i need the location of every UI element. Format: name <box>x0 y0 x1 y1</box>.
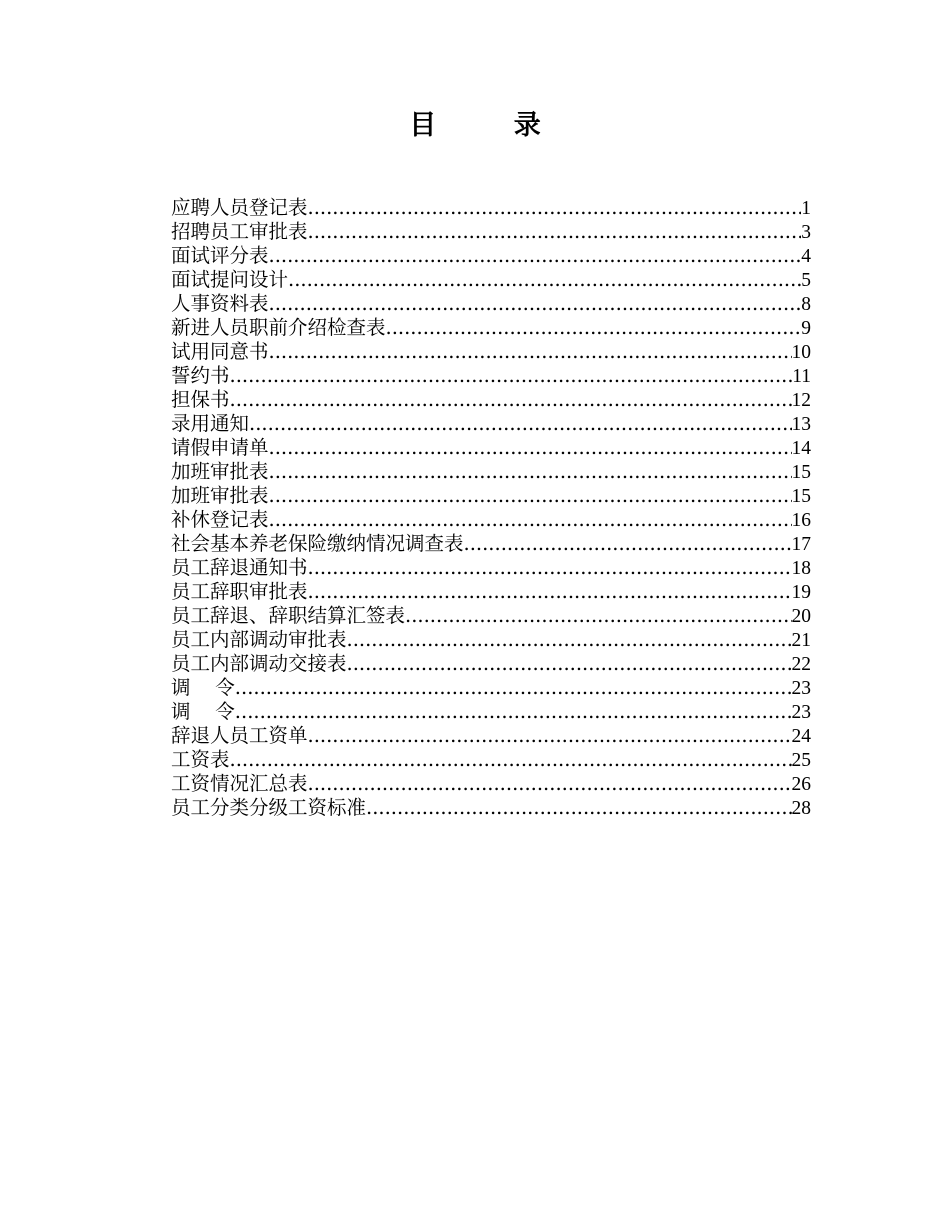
toc-entry-page-number: 21 <box>791 630 811 651</box>
toc-entry[interactable] <box>171 268 811 292</box>
toc-leader-dots <box>269 340 792 364</box>
toc-leader-dots <box>405 604 791 628</box>
toc-entry-label: 补休登记表 <box>171 508 269 531</box>
toc-entry-page-number: 3 <box>801 222 811 243</box>
toc-entry[interactable] <box>171 436 811 460</box>
toc-entry-page-number: 10 <box>791 342 811 363</box>
toc-entry-label: 人事资料表 <box>171 292 269 315</box>
toc-entry-label: 加班审批表 <box>171 484 269 507</box>
toc-entry-label: 员工辞退、辞职结算汇签表 <box>171 604 406 627</box>
toc-entry-label: 录用通知 <box>171 412 250 435</box>
toc-entry[interactable] <box>171 652 811 676</box>
toc-entry-page-number: 23 <box>791 678 811 699</box>
toc-entry-label: 工资情况汇总表 <box>171 772 308 795</box>
toc-entry[interactable] <box>171 292 811 316</box>
toc-entry-page-number: 15 <box>791 462 811 483</box>
toc-leader-dots <box>288 268 801 292</box>
toc-entry-page-number: 14 <box>791 438 811 459</box>
toc-leader-dots <box>269 484 792 508</box>
toc-entry[interactable] <box>171 244 811 268</box>
toc-leader-dots <box>249 412 791 436</box>
toc-entry-label: 工资表 <box>171 748 230 771</box>
toc-leader-dots <box>347 652 792 676</box>
toc-entry[interactable] <box>171 580 811 604</box>
toc-title: 目 录 <box>409 110 575 141</box>
toc-leader-dots <box>366 796 791 820</box>
toc-entry-page-number: 22 <box>791 654 811 675</box>
toc-entry[interactable] <box>171 628 811 652</box>
toc-entry[interactable] <box>171 388 811 412</box>
toc-leader-dots <box>386 316 802 340</box>
toc-entry-page-number: 26 <box>791 774 811 795</box>
toc-entry-page-number: 23 <box>791 702 811 723</box>
toc-leader-dots <box>235 700 792 724</box>
toc-list <box>171 196 811 820</box>
toc-entry-label: 面试评分表 <box>171 244 269 267</box>
toc-entry-page-number: 11 <box>792 366 811 387</box>
toc-entry-label: 员工内部调动审批表 <box>171 628 347 651</box>
toc-entry-label: 招聘员工审批表 <box>171 220 308 243</box>
toc-entry-label: 应聘人员登记表 <box>171 196 308 219</box>
toc-entry[interactable] <box>171 676 811 700</box>
toc-entry-page-number: 13 <box>791 414 811 435</box>
toc-entry[interactable] <box>171 724 811 748</box>
toc-entry-label: 辞退人员工资单 <box>171 724 308 747</box>
toc-entry-page-number: 17 <box>791 534 811 555</box>
toc-entry-label: 调 令 <box>171 700 235 723</box>
toc-entry-label: 面试提问设计 <box>171 268 289 291</box>
toc-entry-page-number: 24 <box>791 726 811 747</box>
toc-entry[interactable] <box>171 412 811 436</box>
toc-leader-dots <box>269 436 792 460</box>
toc-leader-dots <box>308 220 802 244</box>
toc-leader-dots <box>347 628 792 652</box>
toc-entry[interactable] <box>171 340 811 364</box>
toc-leader-dots <box>308 772 792 796</box>
toc-leader-dots <box>308 724 792 748</box>
toc-entry[interactable] <box>171 700 811 724</box>
toc-entry-page-number: 15 <box>791 486 811 507</box>
toc-entry[interactable] <box>171 484 811 508</box>
toc-leader-dots <box>464 532 792 556</box>
toc-leader-dots <box>269 244 802 268</box>
toc-entry-label: 员工内部调动交接表 <box>171 652 347 675</box>
toc-entry[interactable] <box>171 556 811 580</box>
toc-entry-page-number: 19 <box>791 582 811 603</box>
toc-entry-page-number: 28 <box>791 798 811 819</box>
toc-entry[interactable] <box>171 196 811 220</box>
toc-entry-label: 调 令 <box>171 676 235 699</box>
toc-entry-label: 誓约书 <box>171 364 230 387</box>
toc-entry[interactable] <box>171 220 811 244</box>
toc-entry-label: 社会基本养老保险缴纳情况调查表 <box>171 532 464 555</box>
toc-entry[interactable] <box>171 364 811 388</box>
toc-leader-dots <box>308 196 802 220</box>
toc-entry-label: 加班审批表 <box>171 460 269 483</box>
toc-entry[interactable] <box>171 796 811 820</box>
toc-entry-page-number: 5 <box>801 270 811 291</box>
toc-entry-page-number: 9 <box>801 318 811 339</box>
toc-leader-dots <box>269 508 792 532</box>
toc-leader-dots <box>308 556 792 580</box>
toc-entry-label: 新进人员职前介绍检查表 <box>171 316 386 339</box>
toc-entry[interactable] <box>171 508 811 532</box>
toc-leader-dots <box>269 292 802 316</box>
toc-entry-label: 员工分类分级工资标准 <box>171 796 367 819</box>
toc-entry-page-number: 20 <box>791 606 811 627</box>
toc-entry[interactable] <box>171 772 811 796</box>
toc-entry-label: 员工辞退通知书 <box>171 556 308 579</box>
toc-entry-page-number: 4 <box>801 246 811 267</box>
toc-entry-label: 担保书 <box>171 388 230 411</box>
toc-entry-page-number: 12 <box>791 390 811 411</box>
toc-entry[interactable] <box>171 532 811 556</box>
toc-leader-dots <box>235 676 792 700</box>
toc-leader-dots <box>269 460 792 484</box>
toc-entry[interactable] <box>171 748 811 772</box>
toc-entry-page-number: 1 <box>801 198 811 219</box>
toc-entry-label: 请假申请单 <box>171 436 269 459</box>
toc-leader-dots <box>308 580 792 604</box>
toc-entry-label: 员工辞职审批表 <box>171 580 308 603</box>
toc-entry-page-number: 18 <box>791 558 811 579</box>
toc-entry-label: 试用同意书 <box>171 340 269 363</box>
toc-leader-dots <box>230 364 793 388</box>
toc-entry-page-number: 8 <box>801 294 811 315</box>
toc-leader-dots <box>230 388 792 412</box>
toc-entry[interactable] <box>171 460 811 484</box>
toc-entry[interactable] <box>171 604 811 628</box>
toc-leader-dots <box>230 748 792 772</box>
toc-entry-page-number: 16 <box>791 510 811 531</box>
toc-entry[interactable] <box>171 316 811 340</box>
toc-entry-page-number: 25 <box>791 750 811 771</box>
